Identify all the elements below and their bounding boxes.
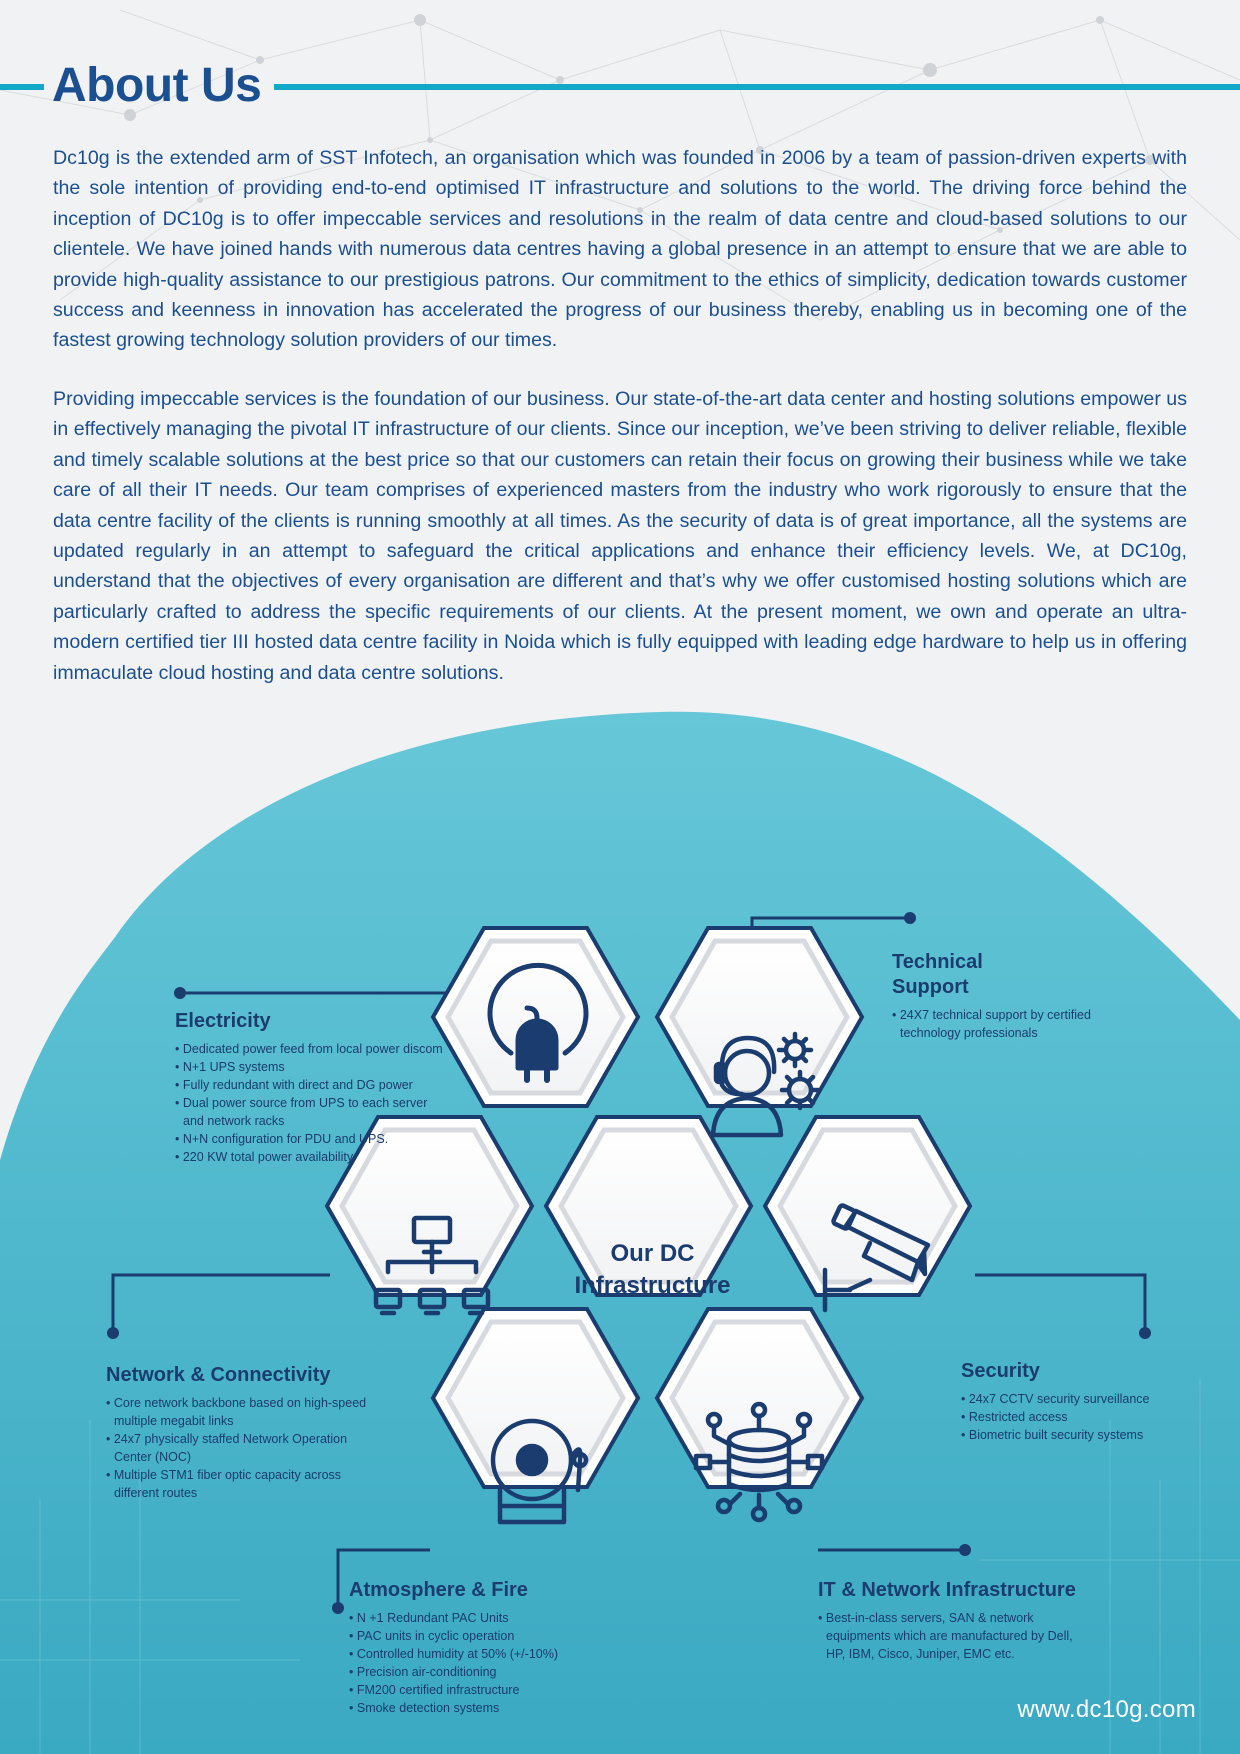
- electricity-title: Electricity: [175, 1010, 271, 1032]
- center-label: [550, 1238, 755, 1302]
- website-link[interactable]: www.dc10g.com: [1017, 1696, 1196, 1723]
- list-item: • PAC units in cyclic operation: [349, 1627, 599, 1645]
- list-item: • Biometric built security systems: [961, 1426, 1201, 1444]
- list-item: • Precision air-conditioning: [349, 1663, 599, 1681]
- list-item: • 24X7 technical support by certified technology professionals: [892, 1006, 1122, 1042]
- connector-dot-atmosphere: [332, 1602, 344, 1614]
- list-item: • Restricted access: [961, 1408, 1201, 1426]
- list-item: • Core network backbone based on high-speed multiple megabit links: [106, 1394, 376, 1430]
- connector-dot-security: [1139, 1327, 1151, 1339]
- technical-support-block: [892, 950, 1122, 1042]
- center-label-line-2: Infrastructure: [574, 1272, 731, 1299]
- electricity-block: [175, 1009, 445, 1166]
- list-item: • Smoke detection systems: [349, 1699, 599, 1717]
- list-item: • Multiple STM1 fiber optic capacity across different routes: [106, 1466, 376, 1502]
- technical-support-title: [892, 950, 1122, 1000]
- connector-dot-network: [107, 1327, 119, 1339]
- center-label-line-1: Our DC: [610, 1240, 695, 1267]
- list-item: • 24x7 physically staffed Network Operation Center (NOC): [106, 1430, 376, 1466]
- network-connectivity-block: [106, 1363, 376, 1502]
- security-title: Security: [961, 1360, 1040, 1382]
- list-item: • N +1 Redundant PAC Units: [349, 1609, 599, 1627]
- list-item: • FM200 certified infrastructure: [349, 1681, 599, 1699]
- list-item: • Dedicated power feed from local power discom: [175, 1040, 445, 1058]
- technical-title-line-2: Support: [892, 976, 969, 998]
- connector-dot-it: [959, 1544, 971, 1556]
- list-item: • 24x7 CCTV security surveillance: [961, 1390, 1201, 1408]
- network-connectivity-title: Network & Connectivity: [106, 1364, 331, 1386]
- connector-dot-technical: [904, 912, 916, 924]
- list-item: • Dual power source from UPS to each server and network racks: [175, 1094, 445, 1130]
- list-item: • Fully redundant with direct and DG power: [175, 1076, 445, 1094]
- list-item: • N+N configuration for PDU and UPS.: [175, 1130, 445, 1148]
- list-item: • Controlled humidity at 50% (+/-10%): [349, 1645, 599, 1663]
- connector-dot-electricity: [174, 987, 186, 999]
- page-title: About Us: [52, 59, 262, 112]
- atmosphere-fire-block: [349, 1578, 599, 1717]
- about-paragraph-2: Providing impeccable services is the foundation of our business. Our state-of-the-art data center and hosting solutions empower us in effectively managing the pivotal IT infrastructure of our clients. Since our inception, we’ve been striving to deliver reliable, flexible and timely scalable solutions at the best price so that our customers can retain their focus on growing their business while we take care of all their IT needs. Our team comprises of experienced masters from the industry who work rigorously to ensure that the data centre facility of the clients is running smoothly at all times. As the security of data is of great importance, all the systems are updated regularly in an attempt to safeguard the critical applications and enhance their efficiency levels. We, at DC10g, understand that the objectives of every organisation are different and that’s why we offer customised hosting solutions which are particularly crafted to address the specific requirements of our clients. At the present moment, we own and operate an ultra-modern certified tier III hosted data centre facility in Noida which is fully equipped with leading edge hardware to help us in offering immaculate cloud hosting and data centre solutions.: [53, 388, 1187, 684]
- technical-title-line-1: Technical: [892, 951, 983, 973]
- about-paragraph-1: Dc10g is the extended arm of SST Infotech, an organisation which was founded in 2006 by a team of passion-driven experts with the sole intention of providing end-to-end optimised IT infrastructure and solutions to the world. The driving force behind the inception of DC10g is to offer impeccable services and resolutions in the realm of data centre and cloud-based solutions to our clientele. We have joined hands with numerous data centres having a global presence in an attempt to ensure that we are able to provide high-quality assistance to our prestigious patrons. Our commitment to the ethics of simplicity, dedication towards customer success and keenness in innovation has accelerated the progress of our business thereby, enabling us in becoming one of the fastest growing technology solution providers of our times.: [53, 147, 1187, 352]
- atmosphere-fire-title: Atmosphere & Fire: [349, 1579, 528, 1601]
- list-item: • Best-in-class servers, SAN & network equipments which are manufactured by Dell, HP, IBM, Cisco, Juniper, EMC etc.: [818, 1609, 1083, 1663]
- security-block: [961, 1359, 1201, 1444]
- list-item: • N+1 UPS systems: [175, 1058, 445, 1076]
- it-network-title: IT & Network Infrastructure: [818, 1579, 1076, 1601]
- list-item: • 220 KW total power availability: [175, 1148, 445, 1166]
- it-network-infrastructure-block: [818, 1578, 1083, 1663]
